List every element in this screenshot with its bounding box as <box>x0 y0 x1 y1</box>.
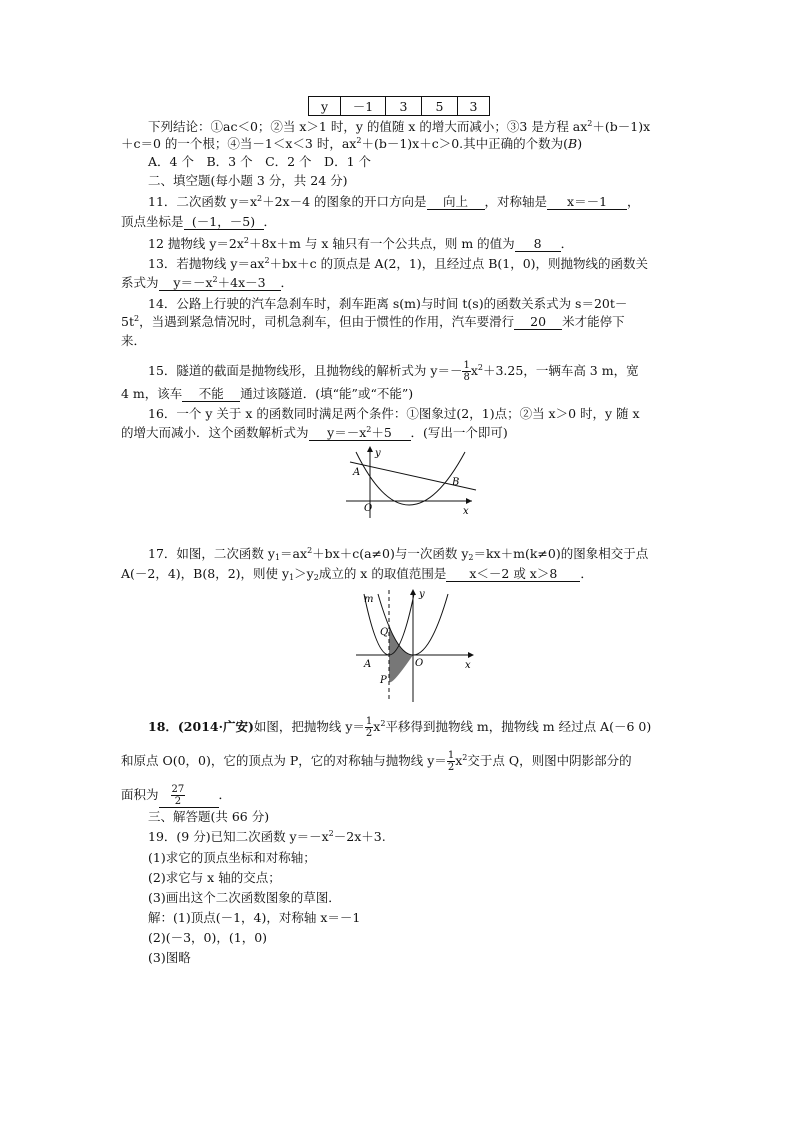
answer-blank: 8 <box>515 237 561 252</box>
answer-blank <box>159 784 219 808</box>
q17-line1: 17．如图，二次函数 $y_1=ax^2+bx+c(a\ne 0)$与一次函数 $y_2=kx+m(k\ne 0)$的图象相交于点 <box>148 546 649 562</box>
answer-blank: 向上 <box>427 195 485 210</box>
table-cell-label: y <box>309 97 341 116</box>
figure-18 <box>350 586 480 706</box>
q15-line1: 15．隧道的截面是抛物线形，且抛物线的解析式为 y＝－ $\frac{1}{8}$ $x^2+3.25$，一辆车高 3 m，宽 <box>148 360 639 383</box>
q19-stem: 19．(9 分)已知二次函数 $y=-x^2-2x+3$. <box>148 829 386 844</box>
q18-line1: 18．(2014·广安)如图，把抛物线 y＝ $\frac{1}{2}$ $x^2$平移得到抛物线 m，抛物线 m 经过点 A(－6 0) <box>148 716 652 739</box>
answer-blank: 20 <box>514 315 562 330</box>
q16-line1: 16．一个 y 关于 x 的函数同时满足两个条件：①图象过(2，1)点；②当 x＞0 时，y 随 x <box>148 406 640 421</box>
y-label: y <box>419 589 425 600</box>
q14-line2: $5t^2$，当遇到紧急情况时，司机急刹车，但由于惯性的作用，汽车要滑行 20 米才能停下 <box>121 314 625 329</box>
table-cell: 3 <box>386 97 422 116</box>
q19-solution2: (2)(－3，0)，(1，0) <box>148 930 268 945</box>
y-arrow-icon <box>410 589 416 595</box>
q14-line3: 来． <box>121 333 147 348</box>
q16-line2: 的增大而减小．这个函数解析式为 $y=-x^2+5$ ．(写出一个即可) <box>121 425 508 440</box>
q19-part3: (3)画出这个二次函数图象的草图． <box>148 890 341 905</box>
point-a-label: A <box>353 467 361 478</box>
parabola <box>356 452 465 505</box>
table-cell: 3 <box>458 97 490 116</box>
value-table <box>308 96 490 116</box>
q13-line1: 13．若抛物线 $y=ax^2+bx+c$ 的顶点是 A(2，1)，且经过点 B(1，0)，则抛物线的函数关 <box>148 256 649 271</box>
section-heading: 三、解答题(共 66 分) <box>148 809 270 824</box>
q18-line3: 面积为 $\frac{27}{2}$ ． <box>121 784 232 807</box>
table-row <box>309 97 490 116</box>
q19-solution3: (3)图略 <box>148 950 191 965</box>
q11-line2: 顶点坐标是 (－1，－5) ． <box>121 214 277 229</box>
m-label: m <box>364 594 374 605</box>
point-b-label: B <box>452 477 460 488</box>
q19-solution1: 解：(1)顶点(－1，4)，对称轴 x＝－1 <box>148 910 361 925</box>
answer-blank: (－1，－5) <box>184 215 264 230</box>
point-q-label: Q <box>380 627 389 638</box>
y-label: y <box>375 448 381 459</box>
q10-answer: B <box>568 136 578 151</box>
x-arrow-icon <box>468 652 474 658</box>
figure-17 <box>342 444 482 522</box>
point-p-label: P <box>380 675 387 686</box>
answer-blank: x＝－1 <box>547 195 627 210</box>
origin-label: O <box>364 503 373 514</box>
fraction: $\frac{27}{2}$ <box>171 784 185 807</box>
answer-blank: x＜－2 或 x＞8 <box>446 567 580 582</box>
fraction: $\frac{1}{2}$ <box>447 750 455 773</box>
q10-options: A．4 个 B．3 个 C．2 个 D．1 个 <box>148 154 372 169</box>
q12-line: 12 抛物线 $y=2x^2+8x+m$ 与 x 轴只有一个公共点，则 m 的值为 8 ． <box>148 236 574 251</box>
q17-line2: A(－2，4)，B(8，2)，则使 $y_1>y_2$成立的 x 的取值范围是 x＜－2 或 x＞8 ． <box>121 566 593 582</box>
answer-blank: $y=-x^2+4x-3$ <box>159 276 281 291</box>
q15-line2: 4 m，该车 不能 通过该隧道．(填“能”或“不能”) <box>121 386 414 401</box>
x-label: x <box>465 660 471 671</box>
answer-blank: $y=-x^2+5$ <box>309 426 411 441</box>
table-cell: 5 <box>422 97 458 116</box>
x-arrow-icon <box>466 498 472 504</box>
fraction: $\frac{1}{8}$ <box>463 360 470 383</box>
q13-line2: 系式为 $y=-x^2+4x-3$ ． <box>121 275 294 290</box>
answer-blank: 不能 <box>182 387 240 402</box>
table-cell: －1 <box>341 97 386 116</box>
y-arrow-icon <box>367 446 373 452</box>
section-heading: 二、填空题(每小题 3 分，共 24 分) <box>148 173 348 188</box>
fraction: $\frac{1}{2}$ <box>365 716 373 739</box>
q10-line1: 下列结论：①ac＜0；②当 x＞1 时，y 的值随 x 的增大而减小；③3 是方程 $ax^2+(b-1)x$ <box>148 119 651 134</box>
q19-part1: (1)求它的顶点坐标和对称轴； <box>148 850 316 865</box>
origin-label: O <box>415 658 424 669</box>
q18-line2: 和原点 O(0，0)，它的顶点为 P，它的对称轴与抛物线 y＝ $\frac{1}{2}$ $x^2$交于点 Q，则图中阴影部分的 <box>121 750 632 773</box>
q10-line2: ＋c＝0 的一个根；④当－1＜x＜3 时，$ax^2+(b-1)x+c>0$.其中正确的个数为(B) <box>121 136 583 151</box>
q19-part2: (2)求它与 x 轴的交点； <box>148 870 281 885</box>
q11-line1: 11．二次函数 $y=x^2+2x-4$ 的图象的开口方向是 向上 ，对称轴是 x＝－1 ， <box>148 194 640 209</box>
q14-line1: 14．公路上行驶的汽车急刹车时，刹车距离 s(m)与时间 t(s)的函数关系式为 s＝20t－ <box>148 296 628 311</box>
x-label: x <box>463 506 469 517</box>
point-a-label: A <box>364 659 372 670</box>
